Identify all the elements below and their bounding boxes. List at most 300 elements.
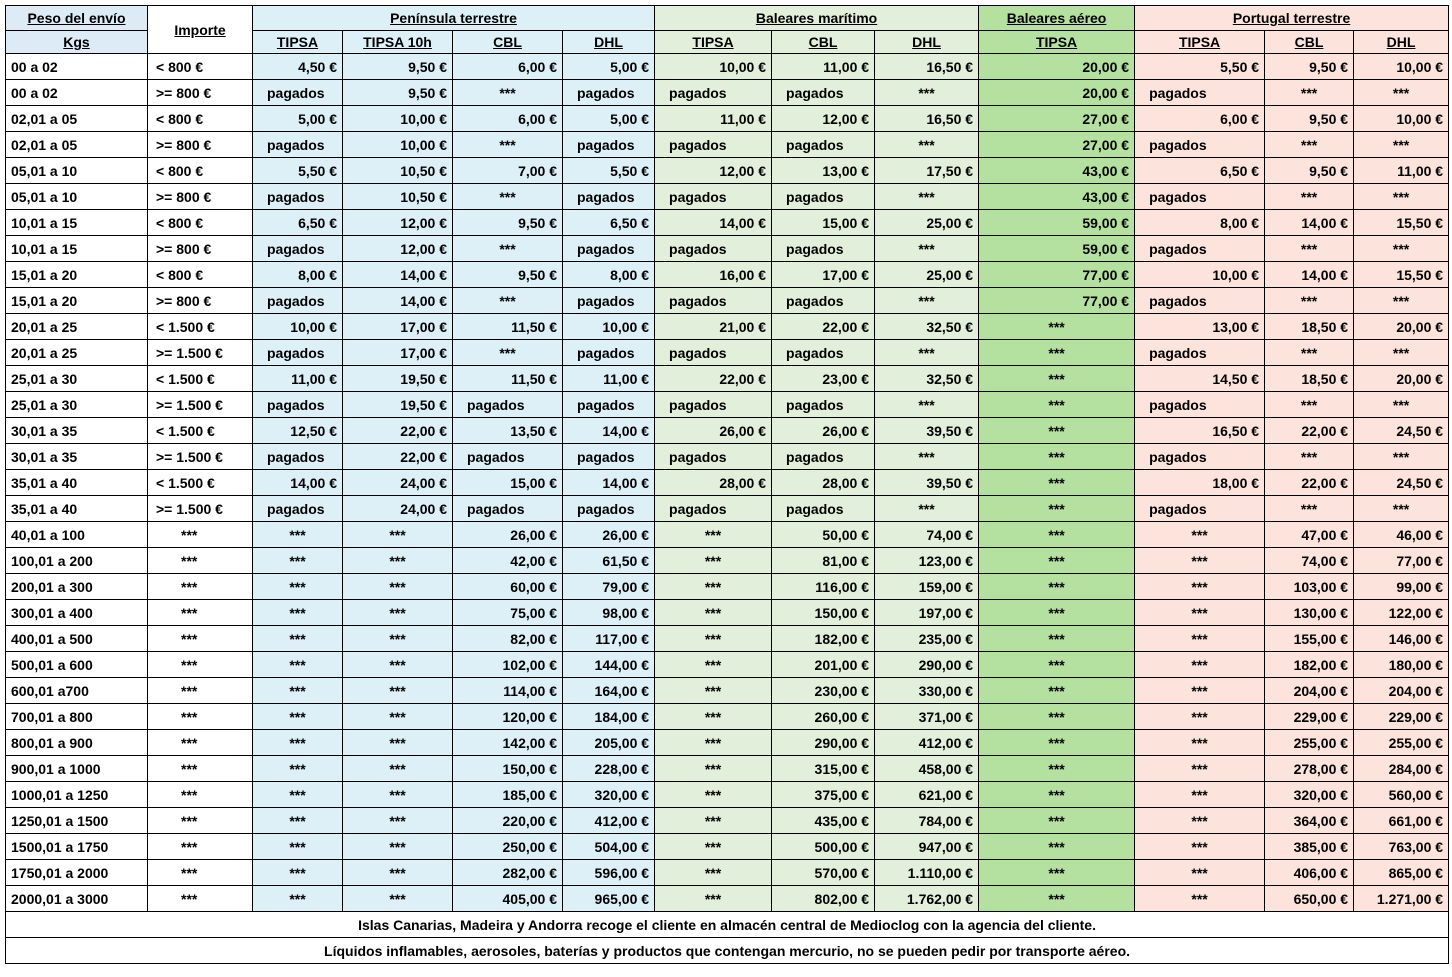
cell-por-cbl: *** bbox=[1265, 184, 1354, 210]
cell-pen-tipsa: *** bbox=[253, 886, 343, 912]
cell-pen-dhl: 965,00 € bbox=[563, 886, 655, 912]
cell-bal-tipsa: 22,00 € bbox=[655, 366, 772, 392]
cell-pen-tipsa: *** bbox=[253, 860, 343, 886]
cell-bal-cbl: 22,00 € bbox=[772, 314, 875, 340]
cell-pen-tipsa: 8,00 € bbox=[253, 262, 343, 288]
cell-por-dhl: 20,00 € bbox=[1354, 314, 1449, 340]
cell-importe: *** bbox=[148, 652, 253, 678]
table-row bbox=[6, 574, 1449, 600]
cell-peso: 500,01 a 600 bbox=[6, 652, 148, 678]
cell-pen-tipsa: 14,00 € bbox=[253, 470, 343, 496]
cell-importe: *** bbox=[148, 574, 253, 600]
cell-pen-dhl: 412,00 € bbox=[563, 808, 655, 834]
cell-peso: 800,01 a 900 bbox=[6, 730, 148, 756]
cell-bal-tipsa: pagados bbox=[655, 392, 772, 418]
table-row bbox=[6, 600, 1449, 626]
cell-bal-cbl: 260,00 € bbox=[772, 704, 875, 730]
cell-bal-cbl: pagados bbox=[772, 80, 875, 106]
cell-pen-tipsa: pagados bbox=[253, 340, 343, 366]
cell-peso: 20,01 a 25 bbox=[6, 314, 148, 340]
cell-peso: 1500,01 a 1750 bbox=[6, 834, 148, 860]
cell-pen-tipsa10: 24,00 € bbox=[343, 470, 453, 496]
cell-por-cbl: 650,00 € bbox=[1265, 886, 1354, 912]
cell-por-dhl: 1.271,00 € bbox=[1354, 886, 1449, 912]
cell-bal-dhl: 458,00 € bbox=[875, 756, 979, 782]
cell-pen-dhl: 504,00 € bbox=[563, 834, 655, 860]
cell-por-dhl: 99,00 € bbox=[1354, 574, 1449, 600]
cell-bal-dhl: 32,50 € bbox=[875, 366, 979, 392]
cell-pen-dhl: pagados bbox=[563, 496, 655, 522]
cell-por-cbl: *** bbox=[1265, 392, 1354, 418]
cell-por-dhl: 146,00 € bbox=[1354, 626, 1449, 652]
cell-pen-tipsa: 4,50 € bbox=[253, 54, 343, 80]
cell-por-cbl: 182,00 € bbox=[1265, 652, 1354, 678]
cell-pen-tipsa: pagados bbox=[253, 496, 343, 522]
cell-bal-dhl: *** bbox=[875, 236, 979, 262]
cell-pen-tipsa10: 24,00 € bbox=[343, 496, 453, 522]
cell-air-tipsa: 77,00 € bbox=[979, 262, 1135, 288]
cell-bal-tipsa: *** bbox=[655, 652, 772, 678]
cell-pen-tipsa10: 19,50 € bbox=[343, 392, 453, 418]
cell-por-dhl: *** bbox=[1354, 80, 1449, 106]
cell-air-tipsa: *** bbox=[979, 496, 1135, 522]
cell-peso: 700,01 a 800 bbox=[6, 704, 148, 730]
cell-bal-tipsa: pagados bbox=[655, 496, 772, 522]
cell-pen-dhl: 26,00 € bbox=[563, 522, 655, 548]
cell-por-cbl: *** bbox=[1265, 236, 1354, 262]
cell-bal-cbl: 290,00 € bbox=[772, 730, 875, 756]
cell-pen-cbl: 185,00 € bbox=[453, 782, 563, 808]
cell-bal-tipsa: *** bbox=[655, 704, 772, 730]
cell-importe: *** bbox=[148, 834, 253, 860]
cell-pen-tipsa10: *** bbox=[343, 782, 453, 808]
cell-pen-tipsa10: 14,00 € bbox=[343, 288, 453, 314]
cell-pen-cbl: 6,00 € bbox=[453, 106, 563, 132]
cell-por-cbl: 18,50 € bbox=[1265, 366, 1354, 392]
carrier-header-pen-tipsa: TIPSA bbox=[253, 31, 343, 54]
cell-bal-cbl: pagados bbox=[772, 496, 875, 522]
cell-bal-dhl: 32,50 € bbox=[875, 314, 979, 340]
cell-bal-dhl: *** bbox=[875, 340, 979, 366]
cell-bal-tipsa: 21,00 € bbox=[655, 314, 772, 340]
cell-bal-dhl: 784,00 € bbox=[875, 808, 979, 834]
cell-por-tipsa: 8,00 € bbox=[1135, 210, 1265, 236]
header-row-groups bbox=[6, 6, 1449, 31]
cell-air-tipsa: *** bbox=[979, 366, 1135, 392]
cell-importe: *** bbox=[148, 626, 253, 652]
cell-pen-dhl: 79,00 € bbox=[563, 574, 655, 600]
cell-pen-tipsa: pagados bbox=[253, 236, 343, 262]
cell-air-tipsa: 27,00 € bbox=[979, 132, 1135, 158]
cell-bal-tipsa: *** bbox=[655, 548, 772, 574]
carrier-header-air-tipsa: TIPSA bbox=[979, 31, 1135, 54]
cell-bal-dhl: 39,50 € bbox=[875, 418, 979, 444]
table-row bbox=[6, 704, 1449, 730]
cell-por-tipsa: *** bbox=[1135, 600, 1265, 626]
cell-bal-dhl: 17,50 € bbox=[875, 158, 979, 184]
cell-por-cbl: *** bbox=[1265, 288, 1354, 314]
cell-bal-tipsa: 28,00 € bbox=[655, 470, 772, 496]
cell-air-tipsa: *** bbox=[979, 808, 1135, 834]
cell-pen-dhl: pagados bbox=[563, 236, 655, 262]
cell-bal-cbl: pagados bbox=[772, 184, 875, 210]
table-row bbox=[6, 54, 1449, 80]
cell-peso: 10,01 a 15 bbox=[6, 210, 148, 236]
cell-importe: >= 800 € bbox=[148, 236, 253, 262]
table-row bbox=[6, 444, 1449, 470]
cell-pen-dhl: pagados bbox=[563, 392, 655, 418]
cell-bal-tipsa: 12,00 € bbox=[655, 158, 772, 184]
cell-importe: *** bbox=[148, 678, 253, 704]
cell-air-tipsa: 59,00 € bbox=[979, 210, 1135, 236]
cell-pen-tipsa10: 12,00 € bbox=[343, 236, 453, 262]
cell-bal-tipsa: 14,00 € bbox=[655, 210, 772, 236]
cell-peso: 1000,01 a 1250 bbox=[6, 782, 148, 808]
cell-pen-dhl: 61,50 € bbox=[563, 548, 655, 574]
cell-peso: 200,01 a 300 bbox=[6, 574, 148, 600]
cell-importe: < 800 € bbox=[148, 106, 253, 132]
cell-por-dhl: 560,00 € bbox=[1354, 782, 1449, 808]
cell-por-cbl: 229,00 € bbox=[1265, 704, 1354, 730]
cell-pen-cbl: 9,50 € bbox=[453, 262, 563, 288]
cell-air-tipsa: *** bbox=[979, 470, 1135, 496]
cell-pen-cbl: 6,00 € bbox=[453, 54, 563, 80]
cell-bal-cbl: 17,00 € bbox=[772, 262, 875, 288]
cell-por-dhl: 10,00 € bbox=[1354, 54, 1449, 80]
cell-por-cbl: 320,00 € bbox=[1265, 782, 1354, 808]
cell-importe: >= 800 € bbox=[148, 184, 253, 210]
cell-air-tipsa: *** bbox=[979, 522, 1135, 548]
cell-por-dhl: 284,00 € bbox=[1354, 756, 1449, 782]
shipping-rates-sheet bbox=[5, 5, 1449, 964]
cell-importe: < 800 € bbox=[148, 262, 253, 288]
cell-peso: 400,01 a 500 bbox=[6, 626, 148, 652]
cell-bal-tipsa: *** bbox=[655, 730, 772, 756]
cell-pen-tipsa: 10,00 € bbox=[253, 314, 343, 340]
cell-peso: 02,01 a 05 bbox=[6, 106, 148, 132]
cell-air-tipsa: *** bbox=[979, 782, 1135, 808]
note-row bbox=[6, 912, 1449, 938]
cell-bal-tipsa: *** bbox=[655, 782, 772, 808]
cell-por-dhl: 865,00 € bbox=[1354, 860, 1449, 886]
table-row bbox=[6, 886, 1449, 912]
cell-pen-dhl: 144,00 € bbox=[563, 652, 655, 678]
cell-bal-cbl: 23,00 € bbox=[772, 366, 875, 392]
cell-peso: 35,01 a 40 bbox=[6, 496, 148, 522]
cell-pen-tipsa: pagados bbox=[253, 392, 343, 418]
cell-pen-cbl: 114,00 € bbox=[453, 678, 563, 704]
cell-por-cbl: 255,00 € bbox=[1265, 730, 1354, 756]
cell-pen-tipsa10: *** bbox=[343, 678, 453, 704]
cell-por-tipsa: pagados bbox=[1135, 288, 1265, 314]
cell-por-cbl: *** bbox=[1265, 340, 1354, 366]
cell-pen-cbl: 405,00 € bbox=[453, 886, 563, 912]
cell-por-tipsa: *** bbox=[1135, 704, 1265, 730]
cell-bal-tipsa: 26,00 € bbox=[655, 418, 772, 444]
cell-pen-dhl: 5,00 € bbox=[563, 54, 655, 80]
cell-pen-dhl: 11,00 € bbox=[563, 366, 655, 392]
cell-bal-dhl: 1.762,00 € bbox=[875, 886, 979, 912]
cell-por-dhl: 763,00 € bbox=[1354, 834, 1449, 860]
cell-por-cbl: *** bbox=[1265, 132, 1354, 158]
cell-pen-cbl: 220,00 € bbox=[453, 808, 563, 834]
cell-pen-tipsa10: *** bbox=[343, 834, 453, 860]
cell-bal-dhl: 16,50 € bbox=[875, 106, 979, 132]
cell-pen-tipsa10: 10,50 € bbox=[343, 184, 453, 210]
cell-pen-tipsa10: *** bbox=[343, 860, 453, 886]
cell-por-cbl: 155,00 € bbox=[1265, 626, 1354, 652]
cell-por-cbl: 14,00 € bbox=[1265, 210, 1354, 236]
cell-pen-dhl: pagados bbox=[563, 444, 655, 470]
cell-por-tipsa: pagados bbox=[1135, 340, 1265, 366]
cell-pen-tipsa10: *** bbox=[343, 756, 453, 782]
cell-bal-cbl: 13,00 € bbox=[772, 158, 875, 184]
cell-bal-dhl: 621,00 € bbox=[875, 782, 979, 808]
table-row bbox=[6, 808, 1449, 834]
cell-importe: >= 1.500 € bbox=[148, 340, 253, 366]
cell-bal-cbl: pagados bbox=[772, 132, 875, 158]
cell-air-tipsa: 43,00 € bbox=[979, 184, 1135, 210]
cell-peso: 25,01 a 30 bbox=[6, 366, 148, 392]
cell-pen-tipsa10: 14,00 € bbox=[343, 262, 453, 288]
cell-pen-cbl: 13,50 € bbox=[453, 418, 563, 444]
cell-por-tipsa: *** bbox=[1135, 626, 1265, 652]
cell-importe: < 1.500 € bbox=[148, 470, 253, 496]
cell-pen-cbl: 11,50 € bbox=[453, 314, 563, 340]
cell-pen-dhl: 205,00 € bbox=[563, 730, 655, 756]
cell-air-tipsa: *** bbox=[979, 392, 1135, 418]
cell-pen-tipsa: pagados bbox=[253, 80, 343, 106]
cell-importe: *** bbox=[148, 886, 253, 912]
cell-por-tipsa: *** bbox=[1135, 574, 1265, 600]
cell-pen-tipsa10: 19,50 € bbox=[343, 366, 453, 392]
cell-air-tipsa: *** bbox=[979, 444, 1135, 470]
cell-pen-tipsa10: *** bbox=[343, 652, 453, 678]
cell-importe: *** bbox=[148, 756, 253, 782]
cell-bal-tipsa: *** bbox=[655, 626, 772, 652]
cell-importe: *** bbox=[148, 704, 253, 730]
cell-pen-dhl: 98,00 € bbox=[563, 600, 655, 626]
cell-importe: *** bbox=[148, 522, 253, 548]
cell-por-dhl: 229,00 € bbox=[1354, 704, 1449, 730]
cell-air-tipsa: 77,00 € bbox=[979, 288, 1135, 314]
cell-por-tipsa: 6,50 € bbox=[1135, 158, 1265, 184]
cell-importe: *** bbox=[148, 600, 253, 626]
carrier-header-por-cbl: CBL bbox=[1265, 31, 1354, 54]
table-row bbox=[6, 496, 1449, 522]
cell-por-dhl: *** bbox=[1354, 132, 1449, 158]
cell-pen-tipsa: *** bbox=[253, 652, 343, 678]
cell-peso: 300,01 a 400 bbox=[6, 600, 148, 626]
cell-pen-cbl: 42,00 € bbox=[453, 548, 563, 574]
cell-peso: 25,01 a 30 bbox=[6, 392, 148, 418]
peso-header: Peso del envío bbox=[6, 6, 148, 31]
cell-pen-tipsa: *** bbox=[253, 678, 343, 704]
table-row bbox=[6, 80, 1449, 106]
cell-bal-cbl: pagados bbox=[772, 340, 875, 366]
cell-pen-dhl: 14,00 € bbox=[563, 470, 655, 496]
cell-bal-cbl: 11,00 € bbox=[772, 54, 875, 80]
cell-pen-tipsa10: *** bbox=[343, 522, 453, 548]
cell-por-cbl: *** bbox=[1265, 444, 1354, 470]
cell-air-tipsa: *** bbox=[979, 548, 1135, 574]
cell-por-tipsa: 18,00 € bbox=[1135, 470, 1265, 496]
cell-bal-tipsa: *** bbox=[655, 860, 772, 886]
cell-importe: < 800 € bbox=[148, 158, 253, 184]
cell-por-dhl: *** bbox=[1354, 184, 1449, 210]
cell-air-tipsa: *** bbox=[979, 834, 1135, 860]
cell-bal-cbl: 500,00 € bbox=[772, 834, 875, 860]
cell-pen-tipsa10: *** bbox=[343, 626, 453, 652]
cell-bal-cbl: 375,00 € bbox=[772, 782, 875, 808]
cell-pen-tipsa: *** bbox=[253, 574, 343, 600]
cell-pen-cbl: pagados bbox=[453, 496, 563, 522]
cell-por-tipsa: *** bbox=[1135, 834, 1265, 860]
cell-pen-cbl: 7,00 € bbox=[453, 158, 563, 184]
cell-por-cbl: 22,00 € bbox=[1265, 418, 1354, 444]
cell-por-tipsa: *** bbox=[1135, 886, 1265, 912]
cell-por-tipsa: *** bbox=[1135, 678, 1265, 704]
cell-pen-tipsa10: 10,00 € bbox=[343, 132, 453, 158]
cell-pen-tipsa: *** bbox=[253, 600, 343, 626]
cell-por-dhl: *** bbox=[1354, 392, 1449, 418]
cell-pen-cbl: 142,00 € bbox=[453, 730, 563, 756]
cell-pen-tipsa: *** bbox=[253, 704, 343, 730]
table-row bbox=[6, 548, 1449, 574]
cell-peso: 40,01 a 100 bbox=[6, 522, 148, 548]
table-row bbox=[6, 652, 1449, 678]
cell-por-dhl: 15,50 € bbox=[1354, 262, 1449, 288]
cell-por-dhl: *** bbox=[1354, 288, 1449, 314]
cell-air-tipsa: *** bbox=[979, 574, 1135, 600]
carrier-header-por-tipsa: TIPSA bbox=[1135, 31, 1265, 54]
cell-bal-tipsa: pagados bbox=[655, 184, 772, 210]
cell-bal-tipsa: *** bbox=[655, 678, 772, 704]
cell-importe: *** bbox=[148, 782, 253, 808]
cell-pen-tipsa10: 22,00 € bbox=[343, 444, 453, 470]
cell-importe: < 800 € bbox=[148, 54, 253, 80]
cell-importe: *** bbox=[148, 548, 253, 574]
cell-pen-dhl: 14,00 € bbox=[563, 418, 655, 444]
cell-peso: 30,01 a 35 bbox=[6, 444, 148, 470]
table-row bbox=[6, 366, 1449, 392]
cell-pen-tipsa10: *** bbox=[343, 704, 453, 730]
cell-pen-tipsa: 6,50 € bbox=[253, 210, 343, 236]
cell-peso: 1250,01 a 1500 bbox=[6, 808, 148, 834]
cell-por-dhl: 24,50 € bbox=[1354, 418, 1449, 444]
cell-bal-dhl: 235,00 € bbox=[875, 626, 979, 652]
carrier-header-por-dhl: DHL bbox=[1354, 31, 1449, 54]
carrier-header-pen-tipsa10: TIPSA 10h bbox=[343, 31, 453, 54]
cell-por-tipsa: *** bbox=[1135, 730, 1265, 756]
group-peninsula-header: Península terrestre bbox=[253, 6, 655, 31]
cell-bal-tipsa: *** bbox=[655, 574, 772, 600]
cell-por-tipsa: *** bbox=[1135, 756, 1265, 782]
cell-por-dhl: *** bbox=[1354, 340, 1449, 366]
cell-pen-tipsa: pagados bbox=[253, 132, 343, 158]
cell-por-cbl: 364,00 € bbox=[1265, 808, 1354, 834]
cell-por-tipsa: pagados bbox=[1135, 496, 1265, 522]
cell-air-tipsa: *** bbox=[979, 600, 1135, 626]
cell-por-tipsa: *** bbox=[1135, 548, 1265, 574]
cell-air-tipsa: *** bbox=[979, 704, 1135, 730]
cell-pen-tipsa10: *** bbox=[343, 730, 453, 756]
cell-pen-dhl: 320,00 € bbox=[563, 782, 655, 808]
cell-por-cbl: 103,00 € bbox=[1265, 574, 1354, 600]
cell-air-tipsa: 43,00 € bbox=[979, 158, 1135, 184]
cell-peso: 15,01 a 20 bbox=[6, 262, 148, 288]
cell-bal-dhl: 25,00 € bbox=[875, 262, 979, 288]
cell-pen-tipsa10: 9,50 € bbox=[343, 80, 453, 106]
cell-pen-cbl: 60,00 € bbox=[453, 574, 563, 600]
cell-bal-dhl: 197,00 € bbox=[875, 600, 979, 626]
cell-pen-tipsa: *** bbox=[253, 808, 343, 834]
cell-bal-tipsa: pagados bbox=[655, 80, 772, 106]
cell-importe: *** bbox=[148, 808, 253, 834]
table-row bbox=[6, 132, 1449, 158]
cell-por-tipsa: *** bbox=[1135, 522, 1265, 548]
cell-por-dhl: 10,00 € bbox=[1354, 106, 1449, 132]
cell-air-tipsa: 27,00 € bbox=[979, 106, 1135, 132]
cell-air-tipsa: *** bbox=[979, 756, 1135, 782]
cell-por-tipsa: *** bbox=[1135, 808, 1265, 834]
cell-pen-dhl: 228,00 € bbox=[563, 756, 655, 782]
cell-por-cbl: 74,00 € bbox=[1265, 548, 1354, 574]
cell-por-dhl: 24,50 € bbox=[1354, 470, 1449, 496]
cell-por-dhl: 11,00 € bbox=[1354, 158, 1449, 184]
cell-bal-tipsa: *** bbox=[655, 834, 772, 860]
cell-peso: 02,01 a 05 bbox=[6, 132, 148, 158]
cell-pen-tipsa: pagados bbox=[253, 184, 343, 210]
table-row bbox=[6, 522, 1449, 548]
cell-air-tipsa: *** bbox=[979, 626, 1135, 652]
cell-bal-cbl: 802,00 € bbox=[772, 886, 875, 912]
cell-pen-cbl: 120,00 € bbox=[453, 704, 563, 730]
cell-bal-dhl: 1.110,00 € bbox=[875, 860, 979, 886]
table-row bbox=[6, 288, 1449, 314]
cell-pen-cbl: *** bbox=[453, 340, 563, 366]
carrier-header-pen-dhl: DHL bbox=[563, 31, 655, 54]
cell-bal-tipsa: 16,00 € bbox=[655, 262, 772, 288]
cell-pen-dhl: 117,00 € bbox=[563, 626, 655, 652]
cell-peso: 1750,01 a 2000 bbox=[6, 860, 148, 886]
cell-pen-tipsa: 11,00 € bbox=[253, 366, 343, 392]
cell-pen-cbl: *** bbox=[453, 184, 563, 210]
cell-air-tipsa: *** bbox=[979, 678, 1135, 704]
cell-importe: >= 1.500 € bbox=[148, 444, 253, 470]
cell-pen-tipsa: *** bbox=[253, 522, 343, 548]
cell-pen-dhl: 5,00 € bbox=[563, 106, 655, 132]
cell-bal-cbl: 12,00 € bbox=[772, 106, 875, 132]
cell-pen-tipsa: *** bbox=[253, 782, 343, 808]
carrier-header-bal-tipsa: TIPSA bbox=[655, 31, 772, 54]
cell-peso: 05,01 a 10 bbox=[6, 184, 148, 210]
table-row bbox=[6, 678, 1449, 704]
cell-peso: 30,01 a 35 bbox=[6, 418, 148, 444]
cell-pen-tipsa10: 17,00 € bbox=[343, 314, 453, 340]
cell-por-tipsa: 14,50 € bbox=[1135, 366, 1265, 392]
cell-bal-tipsa: pagados bbox=[655, 236, 772, 262]
cell-pen-tipsa: 5,00 € bbox=[253, 106, 343, 132]
table-row bbox=[6, 470, 1449, 496]
cell-bal-dhl: 123,00 € bbox=[875, 548, 979, 574]
table-row bbox=[6, 730, 1449, 756]
cell-por-cbl: 14,00 € bbox=[1265, 262, 1354, 288]
cell-pen-tipsa10: *** bbox=[343, 886, 453, 912]
cell-bal-cbl: 570,00 € bbox=[772, 860, 875, 886]
table-row bbox=[6, 756, 1449, 782]
shipping-rates-table bbox=[5, 5, 1449, 964]
